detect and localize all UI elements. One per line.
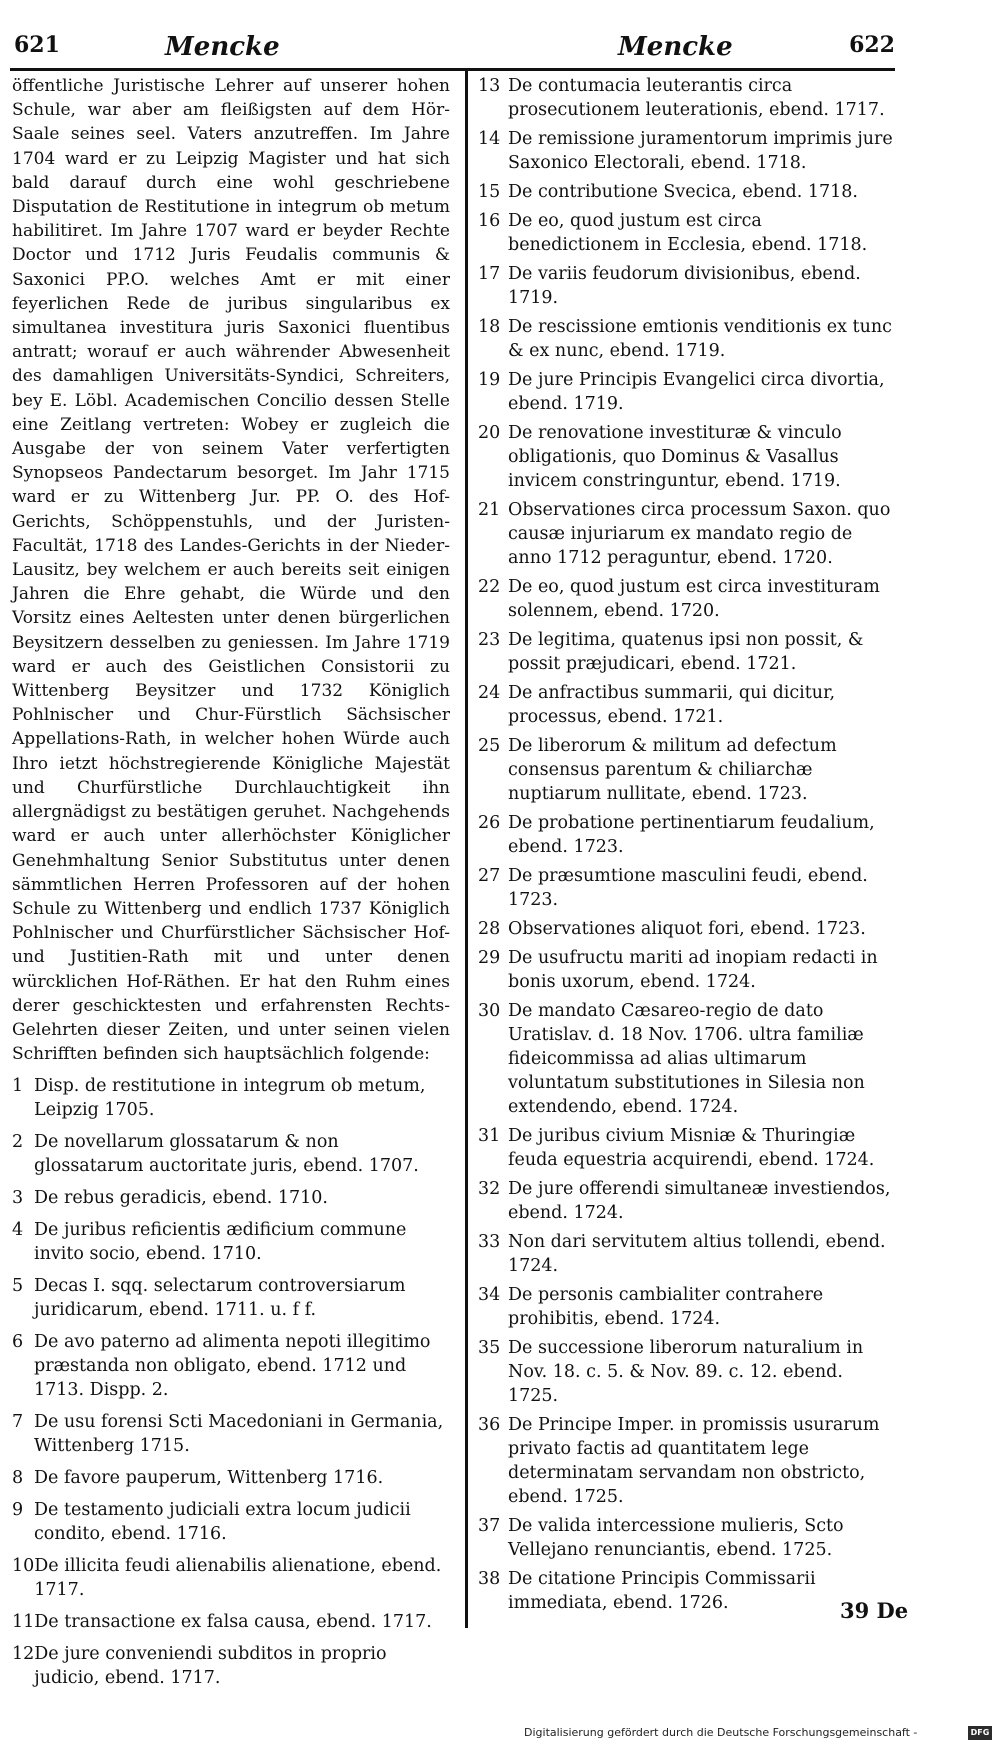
list-item: [12, 1130, 450, 1178]
entry-text: De eo, quod justum est circa benedictionem in Ecclesia, ebend. 1718.: [508, 211, 868, 255]
list-item: [478, 575, 896, 623]
entry-text: Observationes aliquot fori, ebend. 1723.: [508, 919, 866, 939]
list-item: [478, 127, 896, 175]
entry-text: De juribus reficientis ædificium commune invito socio, ebend. 1710.: [34, 1220, 407, 1265]
entry-number: 22: [478, 577, 501, 597]
page-number-left: 621: [14, 32, 60, 58]
entry-number: 35: [478, 1338, 501, 1358]
entry-text: De transactione ex falsa causa, ebend. 1717.: [34, 1612, 432, 1633]
entry-number: 29: [478, 948, 501, 968]
entry-number: 26: [478, 813, 501, 833]
entry-number: 1: [12, 1076, 24, 1097]
entry-number: 5: [12, 1276, 24, 1297]
entry-text: De legitima, quatenus ipsi non possit, & possit præjudicari, ebend. 1721.: [508, 630, 864, 674]
list-item: [12, 1410, 450, 1458]
entry-number: 30: [478, 1001, 501, 1021]
list-item: [478, 999, 896, 1119]
entry-number: 23: [478, 630, 501, 650]
entry-text: De eo, quod justum est circa investituram solennem, ebend. 1720.: [508, 577, 880, 621]
entry-number: 38: [478, 1569, 501, 1589]
entry-text: De personis cambialiter contrahere prohibitis, ebend. 1724.: [508, 1285, 824, 1329]
entry-number: 7: [12, 1412, 24, 1433]
list-item: [12, 1218, 450, 1266]
entry-number: 18: [478, 317, 501, 337]
entry-number: 24: [478, 683, 501, 703]
entry-text: De Principe Imper. in promissis usurarum privato factis ad quantitatem lege determinatam servandam non obstricto, ebend. 1725.: [508, 1415, 880, 1507]
list-item: [12, 1274, 450, 1322]
entry-text: De contributione Svecica, ebend. 1718.: [508, 182, 858, 202]
list-item: [478, 368, 896, 416]
entry-number: 32: [478, 1179, 501, 1199]
list-item: [478, 1230, 896, 1278]
list-item: [12, 1642, 450, 1690]
list-item: [478, 681, 896, 729]
entry-text: De præsumtione masculini feudi, ebend. 1723.: [508, 866, 868, 910]
list-item: [478, 1177, 896, 1225]
entry-number: 25: [478, 736, 501, 756]
entry-number: 9: [12, 1500, 24, 1521]
entry-text: De illicita feudi alienabilis alienatione, ebend. 1717.: [34, 1556, 442, 1601]
running-head-left: Mencke: [165, 32, 280, 62]
digitization-footer: [524, 1724, 994, 1744]
entry-text: De juribus civium Misniæ & Thuringiæ feuda equestria acquirendi, ebend. 1724.: [508, 1126, 875, 1170]
entry-text: Non dari servitutem altius tollendi, ebend. 1724.: [508, 1232, 886, 1276]
list-item: [478, 1124, 896, 1172]
entry-text: De mandato Cæsareo-regio de dato Uratislav. d. 18 Nov. 1706. ultra familiæ fideicommissa ad alias ultimarum voluntatum substitutiones in Silesia non extendendo, ebend. 1724.: [508, 1001, 865, 1117]
entry-number: 4: [12, 1220, 24, 1241]
list-item: [478, 946, 896, 994]
entry-text: De jure offerendi simultaneæ investiendos, ebend. 1724.: [508, 1179, 891, 1223]
entry-number: 12: [12, 1644, 35, 1665]
entry-text: De valida intercessione mulieris, Scto Vellejano renunciantis, ebend. 1725.: [508, 1516, 844, 1560]
entry-text: Observationes circa processum Saxon. quo causæ injuriarum ex mandato regio de anno 1712 peraguntur, ebend. 1720.: [508, 500, 891, 568]
list-item: [478, 421, 896, 493]
catchword: 39 De: [840, 1598, 909, 1623]
dfg-logo-icon: DFG: [968, 1726, 992, 1740]
entry-text: De citatione Principis Commissarii immediata, ebend. 1726.: [508, 1569, 816, 1613]
funding-credit: Digitalisierung gefördert durch die Deutsche Forschungsgemeinschaft -: [524, 1726, 918, 1739]
list-item: [478, 209, 896, 257]
entry-number: 33: [478, 1232, 501, 1252]
entry-text: De remissione juramentorum imprimis jure Saxonico Electorali, ebend. 1718.: [508, 129, 893, 173]
list-item: [12, 1466, 450, 1490]
entry-number: 19: [478, 370, 501, 390]
list-item: [478, 917, 896, 941]
list-item: [478, 1567, 896, 1615]
entry-number: 13: [478, 76, 501, 96]
entry-text: De testamento judiciali extra locum judicii condito, ebend. 1716.: [34, 1500, 411, 1545]
right-entry-list: [478, 74, 896, 1615]
entry-text: De favore pauperum, Wittenberg 1716.: [34, 1468, 384, 1489]
entry-number: 8: [12, 1468, 24, 1489]
entry-number: 36: [478, 1415, 501, 1435]
entry-text: De renovatione investituræ & vinculo obligationis, quo Dominus & Vasallus invicem constringuntur, ebend. 1719.: [508, 423, 842, 491]
entry-number: 10: [12, 1556, 35, 1577]
entry-text: De variis feudorum divisionibus, ebend. 1719.: [508, 264, 861, 308]
entry-number: 2: [12, 1132, 24, 1153]
list-item: [478, 734, 896, 806]
entry-text: De jure Principis Evangelici circa divortia, ebend. 1719.: [508, 370, 885, 414]
entry-text: De novellarum glossatarum & non glossatarum auctoritate juris, ebend. 1707.: [34, 1132, 419, 1177]
list-item: [478, 74, 896, 122]
running-head-right: Mencke: [618, 32, 733, 62]
list-item: [478, 315, 896, 363]
left-entry-list: [12, 1074, 450, 1690]
entry-text: Decas I. sqq. selectarum controversiarum juridicarum, ebend. 1711. u. f f.: [34, 1276, 406, 1321]
entry-text: De jure conveniendi subditos in proprio judicio, ebend. 1717.: [34, 1644, 387, 1689]
entry-number: 3: [12, 1188, 24, 1209]
entry-text: De avo paterno ad alimenta nepoti illegitimo præstanda non obligato, ebend. 1712 und 1713. Dispp. 2.: [34, 1332, 431, 1401]
entry-text: De usu forensi Scti Macedoniani in Germania, Wittenberg 1715.: [34, 1412, 444, 1457]
page-header: [10, 32, 895, 66]
header-rule: [10, 68, 895, 71]
entry-number: 20: [478, 423, 501, 443]
entry-number: 31: [478, 1126, 501, 1146]
entry-number: 17: [478, 264, 501, 284]
entry-text: De successione liberorum naturalium in Nov. 18. c. 5. & Nov. 89. c. 12. ebend. 1725.: [508, 1338, 864, 1406]
list-item: [12, 1554, 450, 1602]
entry-text: De anfractibus summarii, qui dicitur, processus, ebend. 1721.: [508, 683, 836, 727]
list-item: [478, 1514, 896, 1562]
entry-text: De liberorum & militum ad defectum consensus parentum & chiliarchæ nuptiarum nullitate, ebend. 1723.: [508, 736, 837, 804]
entry-text: De rescissione emtionis venditionis ex tunc & ex nunc, ebend. 1719.: [508, 317, 892, 361]
list-item: [478, 1413, 896, 1509]
entry-number: 37: [478, 1516, 501, 1536]
list-item: [12, 1610, 450, 1634]
entry-text: De usufructu mariti ad inopiam redacti in bonis uxorum, ebend. 1724.: [508, 948, 878, 992]
list-item: [12, 1330, 450, 1402]
biography-paragraph: öffentliche Juristische Lehrer auf unserer hohen Schule, war aber am fleißigsten auf dem Hör-Saale seines seel. Vaters anzutreffen. Im Jahre 1704 ward er zu Leipzig Magister und hat sich bald darauf durch eine wohl geschriebene Disputation de Restitutione in integrum ob metum habilitiret. Im Jahre 1707 ward er beyder Rechte Doctor und 1712 Juris Feudalis communis & Saxonici PP.O. welches Amt er mit einer feyerlichen Rede de juribus singularibus ex simultanea investitura juris Saxonici fluentibus antratt; worauf er auch währender Abwesenheit des damahligen Universitäts-Syndici, Schreiters, bey E. Löbl. Academischen Concilio dessen Stelle eine Zeitlang vertreten: Wobey er zugleich die Ausgabe der von seinem Vater verfertigten Synopseos Pandectarum besorget. Im Jahr 1715 ward er zu Wittenberg Jur. PP. O. des Hof-Gerichts, Schöppenstuhls, und der Juristen-Facultät, 1718 des Landes-Gerichts in der Nieder-Lausitz, bey welchem er auch bereits seit einigen Jahren die Ehre gehabt, die Würde und den Vorsitz eines Aeltesten unter denen bürgerlichen Beysitzern desselben zu geniessen. Im Jahre 1719 ward er auch des Geistlichen Consistorii zu Wittenberg Beysitzer und 1732 Königlich Pohlnischer und Chur-Fürstlich Sächsischer Appellations-Rath, in welcher hohen Würde auch Ihro ietzt höchstregierende Königliche Majestät und Churfürstliche Durchlauchtigkeit ihn allergnädigst zu bestätigen geruhet. Nachgehends ward er auch unter allerhöchster Königlicher Genehmhaltung Senior Substitutus unter denen sämmtlichen Herren Professoren auf der hohen Schule zu Wittenberg und endlich 1737 Königlich Pohlnischer und Churfürstlicher Sächsischer Hof-und Justitien-Rath mit und unter denen würcklichen Hof-Räthen. Er hat den Ruhm eines derer geschicktesten und erfahrensten Rechts-Gelehrten dieser Zeiten, und unter seinen vielen Schrifften befinden sich hauptsächlich folgende:: [12, 76, 450, 1065]
entry-number: 11: [12, 1612, 35, 1633]
right-column: [478, 74, 896, 1620]
list-item: [478, 180, 896, 204]
entry-number: 28: [478, 919, 501, 939]
entry-number: 27: [478, 866, 501, 886]
entry-number: 34: [478, 1285, 501, 1305]
list-item: [478, 1283, 896, 1331]
list-item: [478, 811, 896, 859]
list-item: [478, 262, 896, 310]
entry-text: De rebus geradicis, ebend. 1710.: [34, 1188, 328, 1209]
list-item: [12, 1074, 450, 1122]
entry-number: 14: [478, 129, 501, 149]
column-divider: [465, 70, 468, 1628]
entry-number: 16: [478, 211, 501, 231]
entry-text: Disp. de restitutione in integrum ob metum, Leipzig 1705.: [34, 1076, 426, 1121]
entry-number: 6: [12, 1332, 24, 1353]
entry-text: De contumacia leuterantis circa prosecutionem leuterationis, ebend. 1717.: [508, 76, 885, 120]
entry-number: 21: [478, 500, 501, 520]
list-item: [478, 1336, 896, 1408]
list-item: [12, 1186, 450, 1210]
list-item: [12, 1498, 450, 1546]
left-column: [12, 74, 450, 1698]
page-number-right: 622: [849, 32, 895, 58]
list-item: [478, 864, 896, 912]
entry-number: 15: [478, 182, 501, 202]
entry-text: De probatione pertinentiarum feudalium, ebend. 1723.: [508, 813, 875, 857]
list-item: [478, 628, 896, 676]
list-item: [478, 498, 896, 570]
